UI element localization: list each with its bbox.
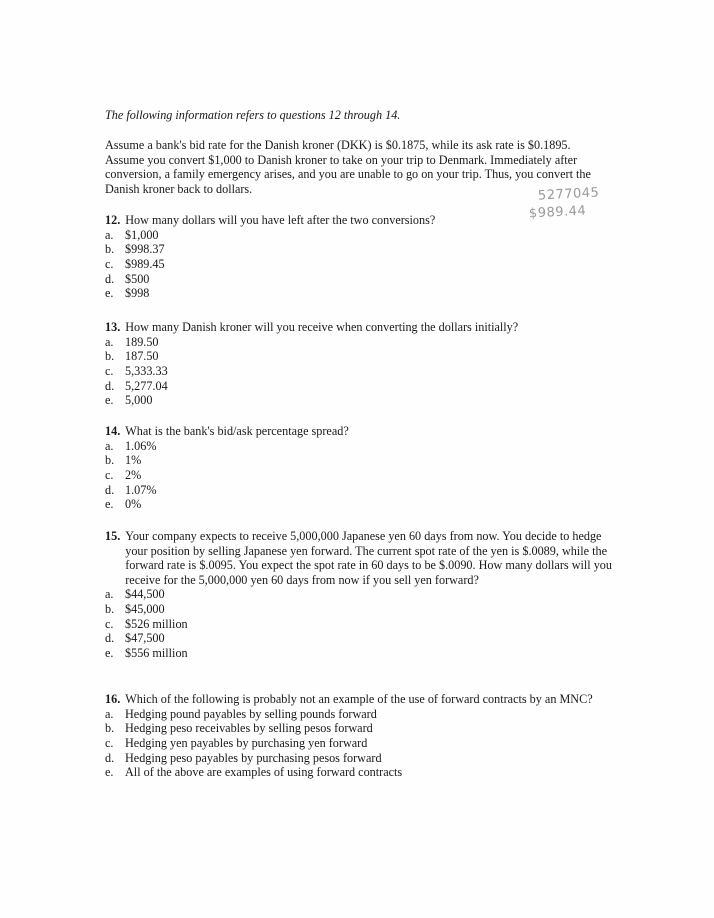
option-letter: b. (105, 602, 115, 617)
option-letter: c. (105, 735, 114, 750)
answer-option (105, 242, 615, 257)
answer-option (105, 587, 615, 602)
option-letter: e. (105, 393, 114, 408)
answer-options (105, 439, 615, 512)
answer-option (105, 751, 615, 766)
answer-option (105, 765, 615, 780)
question-13 (105, 320, 615, 408)
option-letter: d. (105, 271, 115, 286)
option-letter: b. (105, 453, 115, 468)
option-text: $998.37 (125, 242, 165, 257)
option-text: $47,500 (125, 631, 165, 646)
answer-option (105, 483, 615, 498)
option-text: 1.06% (125, 438, 157, 453)
section-intro: The following information refers to questions 12 through 14. (105, 108, 401, 122)
question-text: Which of the following is probably not an example of the use of forward contracts by an MNC? (125, 692, 593, 706)
answer-option (105, 468, 615, 483)
option-text: 1.07% (125, 482, 157, 497)
option-text: 5,333.33 (125, 363, 168, 378)
option-text: 189.50 (125, 334, 159, 349)
answer-option (105, 439, 615, 454)
option-letter: c. (105, 467, 114, 482)
option-text: 1% (125, 453, 142, 468)
option-letter: e. (105, 646, 114, 661)
option-text: 2% (125, 467, 142, 482)
answer-option (105, 393, 615, 408)
question-number: 16. (105, 692, 121, 706)
scenario-paragraph: Assume a bank's bid rate for the Danish kroner (DKK) is $0.1875, while its ask rate is $0.1895. Assume you convert $1,000 to Danish kroner to take on your trip to Denmark. Immediately after conversion, a family emergency arises, and you are unable to go on your trip. Thus, you convert the Danish kroner back to dollars. (105, 138, 591, 196)
answer-option (105, 272, 615, 287)
option-letter: a. (105, 334, 114, 349)
option-text: 5,000 (125, 393, 153, 408)
answer-option (105, 335, 615, 350)
answer-option (105, 617, 615, 632)
question-number: 13. (105, 320, 121, 334)
question-stem (105, 529, 615, 587)
option-letter: c. (105, 363, 114, 378)
option-text: $998 (125, 286, 150, 301)
option-text: $526 million (125, 616, 188, 631)
answer-option (105, 707, 615, 722)
option-text: Hedging pound payables by selling pounds forward (125, 706, 377, 721)
option-letter: a. (105, 587, 114, 602)
question-text: How many Danish kroner will you receive when converting the dollars initially? (125, 320, 519, 334)
answer-option (105, 453, 615, 468)
question-number: 12. (105, 213, 121, 227)
option-letter: a. (105, 227, 114, 242)
option-text: Hedging yen payables by purchasing yen forward (125, 735, 368, 750)
answer-option (105, 349, 615, 364)
option-text: Hedging peso payables by purchasing pesos forward (125, 750, 382, 765)
handwritten-note-kroner: 5277045 (537, 185, 600, 204)
question-number: 14. (105, 424, 121, 438)
question-number: 15. (105, 529, 121, 543)
answer-option (105, 257, 615, 272)
option-letter: e. (105, 765, 114, 780)
option-letter: b. (105, 721, 115, 736)
answer-option (105, 736, 615, 751)
answer-option (105, 228, 615, 243)
option-text: $500 (125, 271, 150, 286)
option-text: 0% (125, 497, 142, 512)
question-stem (105, 424, 615, 439)
question-text: How many dollars will you have left after the two conversions? (125, 213, 436, 227)
option-text: $556 million (125, 646, 188, 661)
answer-option (105, 286, 615, 301)
option-text: All of the above are examples of using forward contracts (125, 765, 403, 780)
option-letter: c. (105, 616, 114, 631)
question-16 (105, 692, 615, 780)
handwritten-note-dollars: $989.44 (528, 203, 587, 222)
answer-option (105, 364, 615, 379)
question-text: Your company expects to receive 5,000,000 Japanese yen 60 days from now. You decide to hedge your position by selling Japanese yen forward. The current spot rate of the yen is $.0089, while the forward rate is $.0095. You expect the spot rate in 60 days to be $.0090. How many dollars will you receive for the 5,000,000 yen 60 days from now if you sell yen forward? (125, 529, 612, 587)
answer-options (105, 335, 615, 408)
option-letter: c. (105, 256, 114, 271)
answer-option (105, 631, 615, 646)
answer-options (105, 707, 615, 780)
option-text: $45,000 (125, 602, 165, 617)
option-text: $44,500 (125, 587, 165, 602)
option-letter: a. (105, 438, 114, 453)
question-stem (105, 320, 615, 335)
option-text: Hedging peso receivables by selling pesos forward (125, 721, 373, 736)
answer-option (105, 602, 615, 617)
option-letter: a. (105, 706, 114, 721)
question-text: What is the bank's bid/ask percentage spread? (125, 424, 349, 438)
option-letter: b. (105, 242, 115, 257)
question-15 (105, 529, 615, 661)
answer-option (105, 497, 615, 512)
question-12 (105, 213, 615, 301)
option-text: 187.50 (125, 349, 159, 364)
answer-options (105, 228, 615, 301)
option-text: 5,277.04 (125, 378, 168, 393)
answer-option (105, 379, 615, 394)
question-14 (105, 424, 615, 512)
option-text: $989.45 (125, 256, 165, 271)
answer-option (105, 721, 615, 736)
option-text: $1,000 (125, 227, 159, 242)
option-letter: d. (105, 378, 115, 393)
question-stem (105, 213, 615, 228)
option-letter: d. (105, 482, 115, 497)
option-letter: b. (105, 349, 115, 364)
option-letter: d. (105, 750, 115, 765)
option-letter: e. (105, 497, 114, 512)
option-letter: e. (105, 286, 114, 301)
answer-option (105, 646, 615, 661)
question-stem (105, 692, 615, 707)
answer-options (105, 587, 615, 660)
option-letter: d. (105, 631, 115, 646)
